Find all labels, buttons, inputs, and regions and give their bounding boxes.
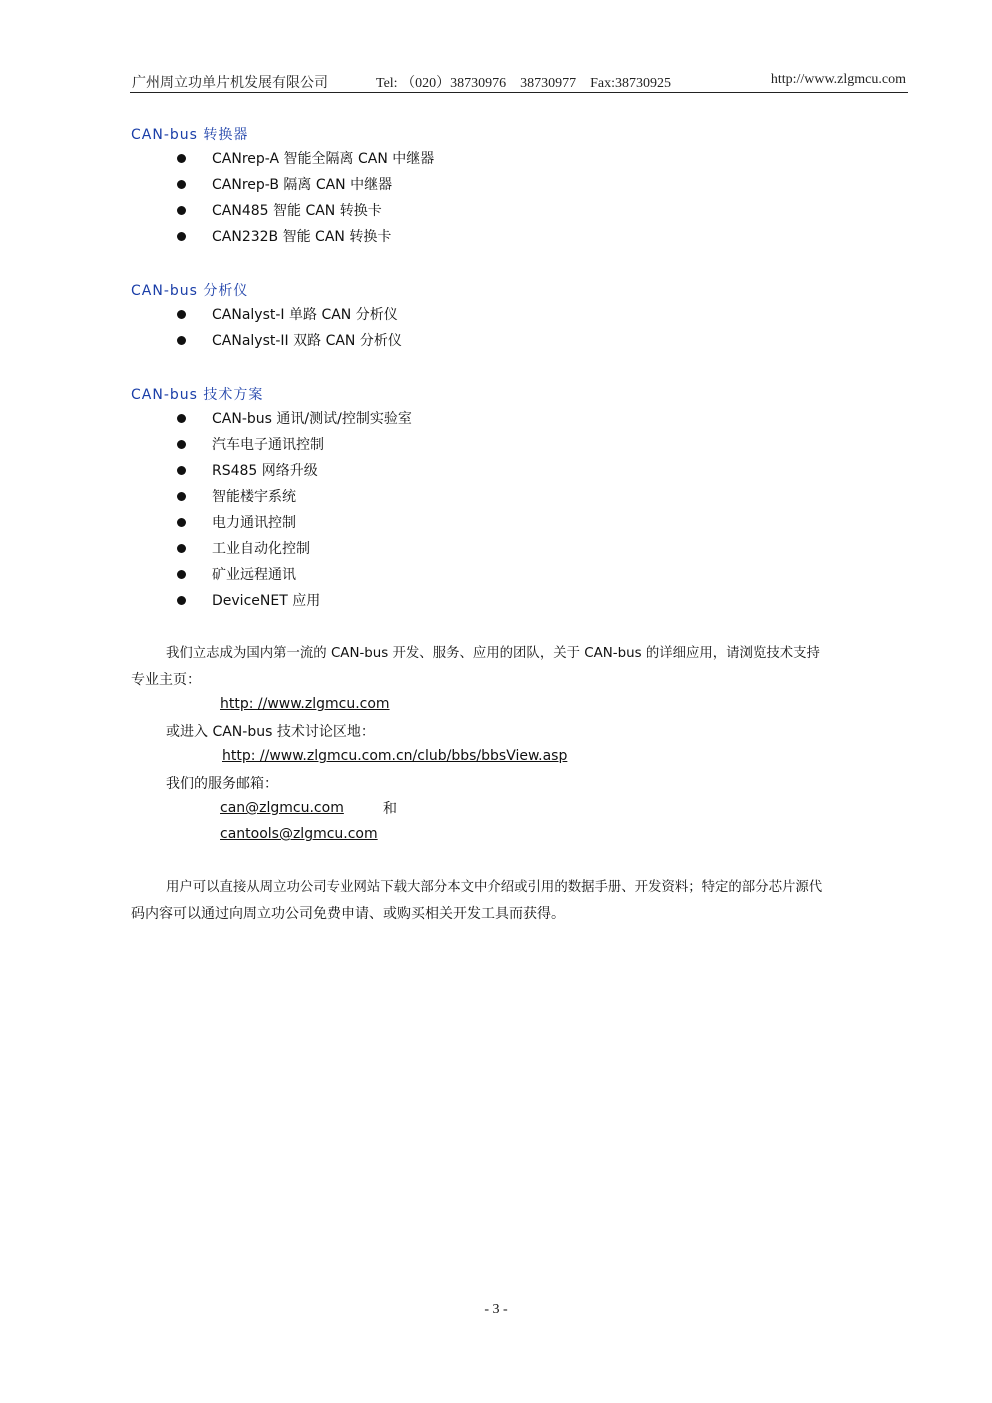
header-url: http://www.zlgmcu.com (770, 72, 906, 87)
bullet-icon (177, 180, 186, 189)
section-title-solutions: CAN-bus 技术方案 (131, 387, 264, 403)
bullet-icon (177, 440, 186, 449)
email-link-can[interactable]: can@zlgmcu.com (220, 800, 344, 816)
intro-text-line2: 专业主页： (131, 672, 201, 688)
bullet-icon (177, 466, 186, 475)
bullet-icon (177, 206, 186, 215)
email-label: 我们的服务邮箱： (166, 776, 278, 792)
closing-text-line1: 用户可以直接从周立功公司专业网站下载大部分本文中介绍或引用的数据手册、开发资料；特定的部分芯片源代 (166, 880, 823, 895)
forum-label: 或进入 CAN-bus 技术讨论区地： (166, 724, 375, 740)
intro-text-line1: 我们立志成为国内第一流的 CAN-bus 开发、服务、应用的团队，关于 CAN-bus 的详细应用，请浏览技术支持 (166, 646, 820, 661)
bullet-icon (177, 544, 186, 553)
homepage-link[interactable]: http: //www.zlgmcu.com (220, 696, 390, 712)
closing-text-line2: 码内容可以通过向周立功公司免费申请、或购买相关开发工具而获得。 (131, 906, 565, 922)
bullet-icon (177, 492, 186, 501)
bullet-icon (177, 154, 186, 163)
bullet-icon (177, 596, 186, 605)
section-title-converters: CAN-bus 转换器 (131, 127, 249, 143)
page-number: - 3 - (484, 1302, 508, 1317)
bullet-icon (177, 518, 186, 527)
bullet-icon (177, 336, 186, 345)
forum-link[interactable]: http: //www.zlgmcu.com.cn/club/bbs/bbsView.asp (222, 748, 568, 764)
bullet-icon (177, 570, 186, 579)
page-header (130, 70, 908, 93)
bullet-icon (177, 232, 186, 241)
email-conjunction: 和 (383, 801, 397, 817)
header-contact: Tel: （020）38730976 38730977 Fax:38730925 (376, 76, 671, 91)
bullet-icon (177, 310, 186, 319)
header-company: 广州周立功单片机发展有限公司 (132, 76, 328, 91)
section-title-analyzers: CAN-bus 分析仪 (131, 283, 249, 299)
email-link-cantools[interactable]: cantools@zlgmcu.com (220, 826, 378, 842)
bullet-icon (177, 414, 186, 423)
